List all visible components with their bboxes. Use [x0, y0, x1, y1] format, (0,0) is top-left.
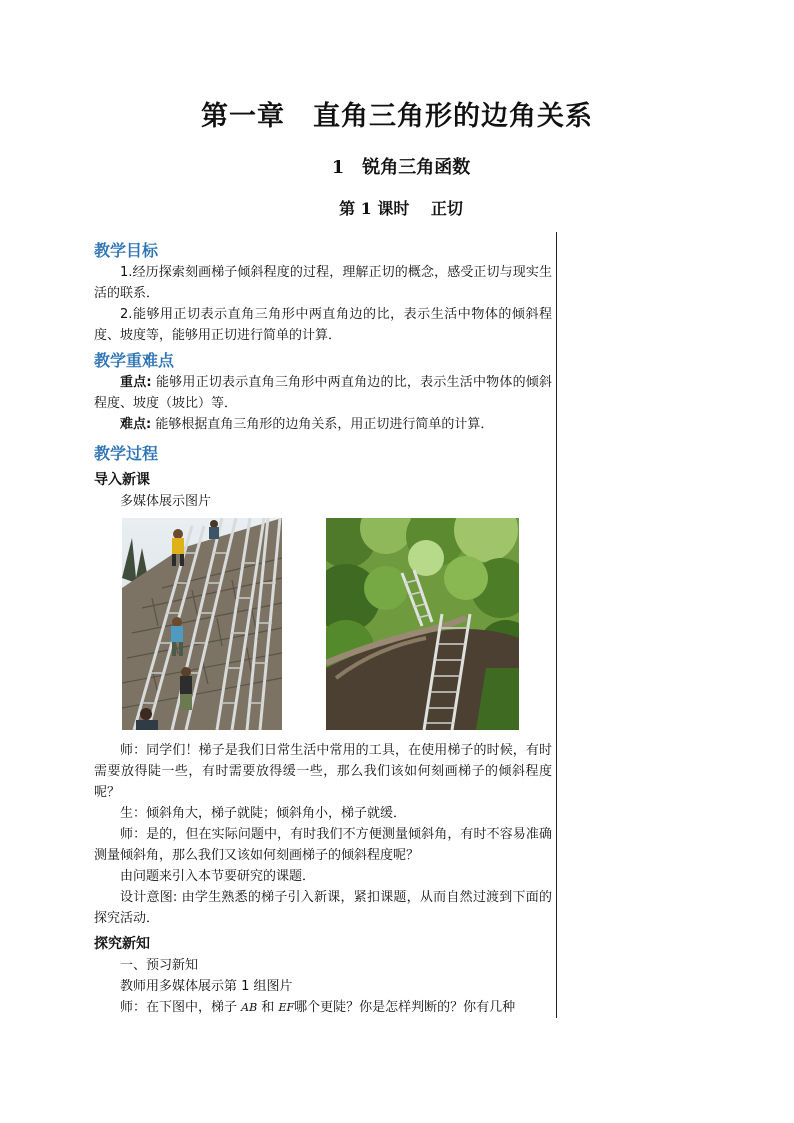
question-suffix: 哪个更陡？你是怎样判断的？你有几种: [294, 1000, 516, 1015]
focus-paragraph: [94, 372, 552, 414]
ladder-ef-label: EF: [278, 1001, 295, 1014]
objectives-heading: 教学目标: [94, 241, 159, 260]
ladder-photos: [94, 516, 552, 738]
lesson-title: 第 1 课时 正切: [339, 199, 463, 218]
ladder-ab-label: AB: [241, 1001, 258, 1014]
preview-line: 一、预习新知: [120, 958, 199, 973]
topic-intro-line: 由问题来引入本节要研究的课题．: [120, 869, 316, 884]
ladder-forest-photo: [326, 518, 519, 730]
ladder-question: [94, 997, 552, 1018]
column-divider: [556, 232, 557, 1018]
focus-label: 重点:: [120, 375, 152, 390]
objective-item-2: 2.能够用正切表示直角三角形中两直角边的比，表示生活中物体的倾斜程度、坡度等，能够用正切进行简单的计算．: [94, 307, 552, 343]
dialogue-student-1: 生：倾斜角大，梯子就陡；倾斜角小，梯子就缓．: [120, 806, 407, 821]
question-prefix: 师：在下图中，梯子: [120, 1000, 242, 1015]
design-intent: 设计意图: 由学生熟悉的梯子引入新课，紧扣课题，从而自然过渡到下面的探究活动．: [94, 890, 552, 926]
intro-line: 多媒体展示图片: [120, 494, 212, 509]
difficulty-paragraph: [94, 414, 552, 435]
focus-text: 能够用正切表示直角三角形中两直角边的比，表示生活中物体的倾斜程度、坡度（坡比）等．: [94, 375, 552, 411]
dialogue-teacher-1: 师：同学们！梯子是我们日常生活中常用的工具，在使用梯子的时候，有时需要放得陡一些，有时需要放得缓一些，那么我们该如何刻画梯子的倾斜程度呢？: [94, 743, 552, 800]
show-images-line: 教师用多媒体展示第 1 组图片: [120, 979, 293, 994]
objective-item-1: 1.经历探索刻画梯子倾斜程度的过程，理解正切的概念，感受正切与现实生活的联系．: [94, 265, 552, 301]
key-points-heading: 教学重难点: [94, 351, 175, 370]
intro-heading: 导入新课: [94, 472, 150, 488]
dialogue-teacher-2: 师：是的，但在实际问题中，有时我们不方便测量倾斜角，有时不容易准确测量倾斜角，那么我们又该如何刻画梯子的倾斜程度呢？: [94, 827, 552, 863]
section-title: 1 锐角三角函数: [331, 157, 471, 178]
chapter-title: 第一章 直角三角形的边角关系: [201, 101, 593, 132]
process-heading: 教学过程: [94, 444, 159, 463]
question-and: 和: [257, 1000, 279, 1015]
lesson-content: [94, 240, 552, 1018]
ladder-wall-photo: [122, 518, 282, 730]
explore-heading: 探究新知: [94, 936, 150, 952]
difficulty-text: 能够根据直角三角形的边角关系，用正切进行简单的计算．: [151, 417, 494, 432]
difficulty-label: 难点:: [120, 417, 152, 432]
